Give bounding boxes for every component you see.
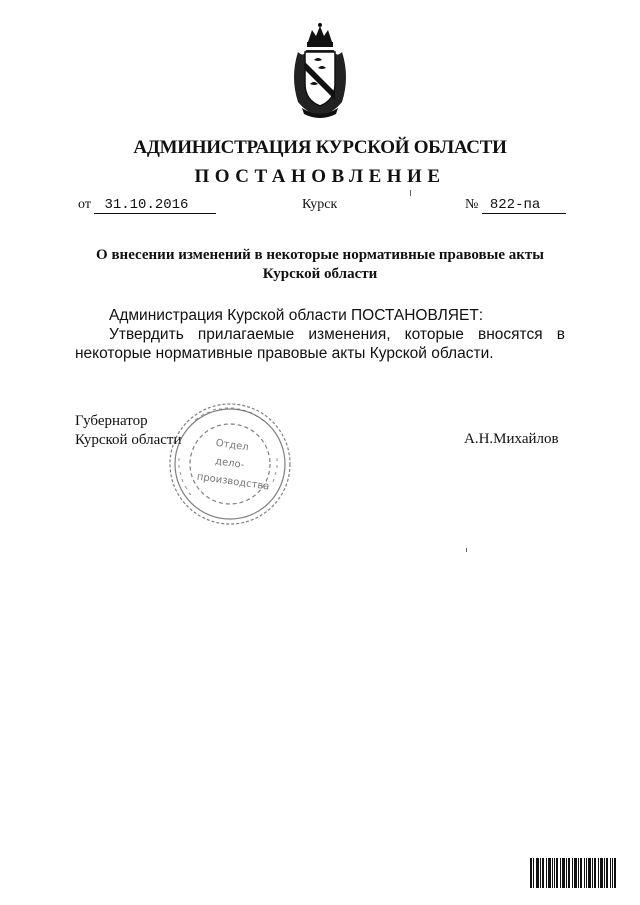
number-field [465,197,566,214]
signatory-name: А.Н.Михайлов [464,431,559,447]
coat-of-arms-icon [288,22,352,120]
number-prefix: № [465,197,479,212]
signatory-title-line1: Губернатор [75,413,148,429]
document-body [75,306,565,363]
signatory-title-line2: Курской области [75,432,182,448]
barcode-icon [530,858,616,888]
body-paragraph: Администрация Курской области ПОСТАНОВЛЯЕТ: [109,307,484,324]
document-date: 31.10.2016 [94,198,216,214]
date-field [78,197,216,214]
body-paragraph: Утвердить прилагаемые изменения, которые вносятся в некоторые нормативные правовые акты Курской области. [75,326,565,362]
scan-speck [410,190,411,196]
scan-speck [466,548,467,552]
document-type: ПОСТАНОВЛЕНИЕ [194,166,446,187]
organization-name: АДМИНИСТРАЦИЯ КУРСКОЙ ОБЛАСТИ [133,137,507,158]
stamp-seal [165,398,295,530]
document-number: 822-па [482,198,566,214]
date-prefix: от [78,197,91,212]
document-subject: О внесении изменений в некоторые нормативные правовые акты Курской области [96,247,544,282]
stamp-line-3: производства [196,471,271,493]
city-name: Курск [302,197,338,212]
stamp-line-1: Отдел [214,437,250,454]
stamp-line-2: дело- [214,455,245,471]
